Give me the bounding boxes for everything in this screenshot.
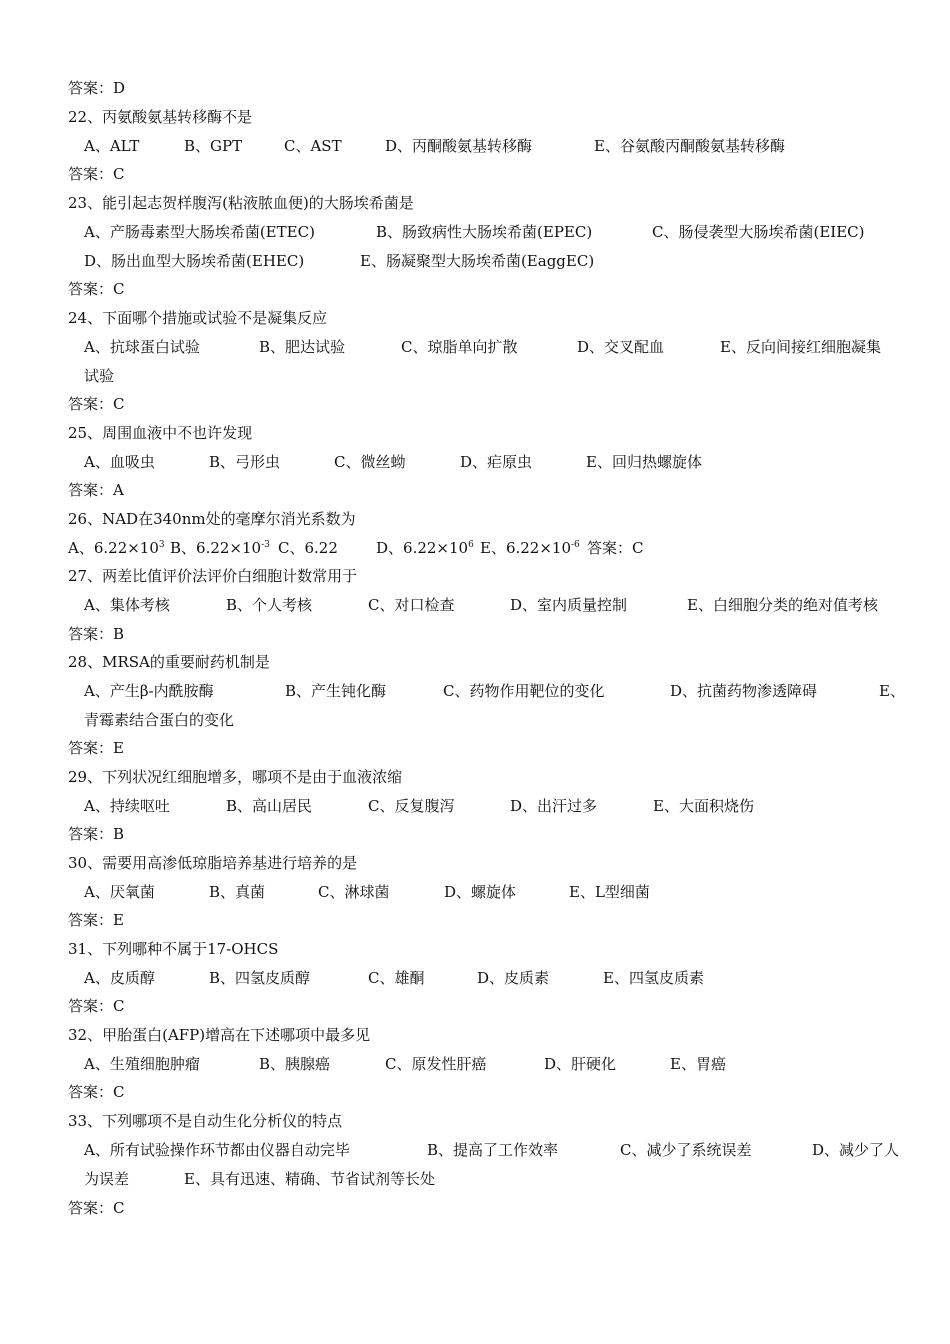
option-c: C、反复腹泻 [368, 797, 455, 815]
option-e: E、回归热螺旋体 [586, 453, 702, 471]
option-e: E、谷氨酸丙酮酸氨基转移酶 [594, 137, 785, 155]
options-line [84, 247, 924, 275]
option-c: C、肠侵袭型大肠埃希菌(EIEC) [652, 223, 865, 241]
option-b: B、高山居民 [226, 797, 313, 815]
question-stem: 28、MRSA的重要耐药机制是 [68, 653, 270, 671]
question-stem: 31、下列哪种不属于17-OHCS [68, 940, 279, 958]
options-continuation: 青霉素结合蛋白的变化 [84, 711, 235, 729]
question-stem: 24、下面哪个措施或试验不是凝集反应 [68, 309, 328, 327]
answer-line: 答案：C [68, 1083, 125, 1101]
option-d: D、皮质素 [477, 969, 550, 987]
option-c: C、琼脂单向扩散 [401, 338, 518, 356]
answer-line: 答案：D [68, 79, 126, 97]
option-b: B、$6.22\times 10^{-3}$ [170, 539, 270, 557]
option-e: E、四氢皮质素 [603, 969, 704, 987]
option-c: C、微丝蚴 [334, 453, 406, 471]
question-stem: 30、需要用高渗低琼脂培养基进行培养的是 [68, 854, 358, 872]
question-stem: 22、丙氨酸氨基转移酶不是 [68, 108, 253, 126]
answer-line: 答案：E [68, 739, 124, 757]
option-e: E、反向间接红细胞凝集 [720, 338, 881, 356]
option-c: C、6.22 [278, 539, 338, 557]
answer-line: 答案：C [68, 1199, 125, 1217]
option-c: C、AST [284, 137, 342, 155]
option-d: D、肠出血型大肠埃希菌(EHEC) [84, 252, 305, 270]
answer-line: 答案：C [68, 395, 125, 413]
option-a: A、产生β-内酰胺酶 [84, 682, 214, 700]
option-d: D、抗菌药物渗透障碍 [670, 682, 818, 700]
option-d: D、螺旋体 [444, 883, 517, 901]
option-d-cont: 为误差 [84, 1170, 130, 1188]
option-b: B、提高了工作效率 [427, 1141, 559, 1159]
option-e: E、大面积烧伤 [653, 797, 754, 815]
question-stem: 23、能引起志贺样腹泻(粘液脓血便)的大肠埃希菌是 [68, 194, 414, 212]
option-d: D、疟原虫 [460, 453, 533, 471]
option-d: D、交叉配血 [577, 338, 665, 356]
answer-line: 答案：A [68, 481, 124, 499]
option-d: D、丙酮酸氨基转移酶 [385, 137, 533, 155]
option-c: C、对口检查 [368, 596, 455, 614]
option-d: D、$6.22\times 10^6$ [376, 539, 474, 557]
answer-line: 答案：B [68, 825, 125, 843]
option-b: B、个人考核 [226, 596, 313, 614]
option-d: D、减少了人 [812, 1141, 900, 1159]
answer-line: 答案：C [68, 280, 125, 298]
options-line [84, 964, 924, 992]
option-e: E、L型细菌 [569, 883, 650, 901]
answer-line: 答案：C [68, 997, 125, 1015]
option-d: D、出汗过多 [510, 797, 598, 815]
option-a: A、所有试验操作环节都由仪器自动完毕 [84, 1141, 350, 1159]
question-stem: 33、下列哪项不是自动生化分析仪的特点 [68, 1112, 343, 1130]
options-continuation: 试验 [84, 367, 115, 385]
options-line [84, 132, 924, 160]
option-b: B、弓形虫 [209, 453, 281, 471]
option-e: E、肠凝聚型大肠埃希菌(EaggEC) [360, 252, 595, 270]
option-e: E、$6.22\times 10^{-6}$ [480, 539, 580, 557]
question-stem: 25、周围血液中不也许发现 [68, 424, 253, 442]
option-d: D、室内质量控制 [510, 596, 628, 614]
options-line [84, 448, 924, 476]
option-c: C、药物作用靶位的变化 [443, 682, 605, 700]
options-line [84, 792, 924, 820]
option-e: E、 [879, 682, 905, 700]
option-c: C、淋球菌 [318, 883, 390, 901]
option-b: B、GPT [184, 137, 243, 155]
answer-line: 答案：C [68, 165, 125, 183]
options-line [68, 534, 908, 562]
option-e: E、白细胞分类的绝对值考核 [687, 596, 878, 614]
options-continuation [84, 1165, 924, 1193]
answer-line: 答案：E [68, 911, 124, 929]
option-a: A、血吸虫 [84, 453, 155, 471]
question-stem: 29、下列状况红细胞增多，哪项不是由于血液浓缩 [68, 768, 403, 786]
options-line [84, 333, 924, 361]
options-line [84, 218, 924, 246]
option-a: A、持续呕吐 [84, 797, 170, 815]
option-e: E、具有迅速、精确、节省试剂等长处 [184, 1170, 435, 1188]
options-line [84, 878, 924, 906]
option-b: B、肥达试验 [259, 338, 346, 356]
question-stem: 32、甲胎蛋白(AFP)增高在下述哪项中最多见 [68, 1026, 371, 1044]
options-line [84, 1050, 924, 1078]
option-a: A、$6.22\times 10^3$ [68, 539, 165, 557]
options-line [84, 591, 924, 619]
option-a: A、集体考核 [84, 596, 170, 614]
option-c: C、雄酮 [368, 969, 425, 987]
option-a: A、抗球蛋白试验 [84, 338, 200, 356]
option-b: B、四氢皮质醇 [209, 969, 311, 987]
question-stem: 27、两差比值评价法评价白细胞计数常用于 [68, 567, 358, 585]
option-a: A、生殖细胞肿瘤 [84, 1055, 200, 1073]
option-b: B、肠致病性大肠埃希菌(EPEC) [376, 223, 593, 241]
option-b: B、真菌 [209, 883, 266, 901]
options-line [84, 677, 924, 705]
option-e: E、胃癌 [670, 1055, 726, 1073]
option-c: C、原发性肝癌 [385, 1055, 487, 1073]
question-stem: 26、NAD在340nm处的毫摩尔消光系数为 [68, 510, 356, 528]
option-a: A、ALT [84, 137, 140, 155]
option-a: A、产肠毒素型大肠埃希菌(ETEC) [84, 223, 315, 241]
option-a: A、皮质醇 [84, 969, 155, 987]
answer-inline: 答案：C [587, 539, 644, 557]
option-b: B、胰腺癌 [259, 1055, 331, 1073]
option-a: A、厌氧菌 [84, 883, 155, 901]
option-d: D、肝硬化 [544, 1055, 617, 1073]
answer-line: 答案：B [68, 625, 125, 643]
option-c: C、减少了系统误差 [620, 1141, 752, 1159]
options-line [84, 1136, 924, 1164]
option-b: B、产生钝化酶 [285, 682, 387, 700]
